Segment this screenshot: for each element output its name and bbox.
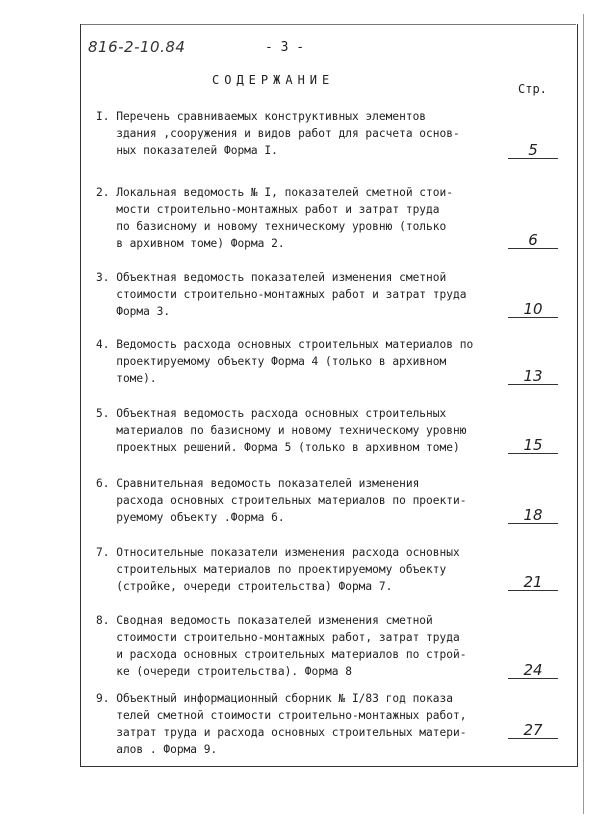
paper-fold-line — [583, 14, 584, 814]
toc-page-4: 13 — [508, 368, 558, 385]
page-number: - 3 - — [265, 40, 305, 55]
toc-entry-5: 5. Объектная ведомость расхода основных строительных материалов по базисному и новому техническому уровню проектных решений. Форма 5 (только в архивном томе) — [96, 407, 467, 454]
page-title: СОДЕРЖАНИЕ — [212, 73, 335, 87]
toc-entry-3: 3. Объектная ведомость показателей изменения сметной стоимости строительно-монтажных работ и затрат труда Форма 3. — [96, 271, 467, 318]
toc-entry-9: 9. Объектный информационный сборник № I/83 год показа телей сметной стоимости строительно-монтажных работ, затрат труда и расхода основных строительных матери- алов . Форма 9. — [96, 692, 467, 756]
toc-entry-6: 6. Сравнительная ведомость показателей изменения расхода основных строительных материалов по проекти- руемому объекту .Форма 6. — [96, 477, 467, 524]
toc-entry-7: 7. Относительные показатели изменения расхода основных строительных материалов по проектируемому объекту (стройке, очереди строительства) Форма 7. — [96, 546, 460, 593]
toc-page-3: 10 — [508, 301, 558, 318]
toc-page-6: 18 — [508, 507, 558, 524]
toc-page-9: 27 — [508, 722, 558, 739]
document-code: 816-2-10.84 — [88, 38, 186, 56]
toc-page-1: 5 — [508, 142, 558, 159]
toc-page-2: 6 — [508, 232, 558, 249]
toc-entry-4: 4. Ведомость расхода основных строительных материалов по проектируемому объекту Форма 4 (только в архивном томе). — [96, 338, 474, 385]
toc-entry-8: 8. Сводная ведомость показателей изменения сметной стоимости строительно-монтажных работ, затрат труда и расхода основных строительных материалов по строй- ке (очереди строительства). Форма 8 — [96, 614, 467, 678]
toc-page-7: 21 — [508, 574, 558, 591]
toc-page-8: 24 — [508, 662, 558, 679]
toc-entry-2: 2. Локальная ведомость № I, показателей сметной стои- мости строительно-монтажных работ и затрат труда по базисному и новому техническому уровню (только в архивном томе) Форма 2. — [96, 186, 453, 250]
toc-entry-1: I. Перечень сравниваемых конструктивных элементов здания ,сооружения и видов работ для расчета основ- ных показателей Форма I. — [96, 110, 460, 157]
toc-page-5: 15 — [508, 437, 558, 454]
page-column-label: Стр. — [518, 82, 547, 96]
